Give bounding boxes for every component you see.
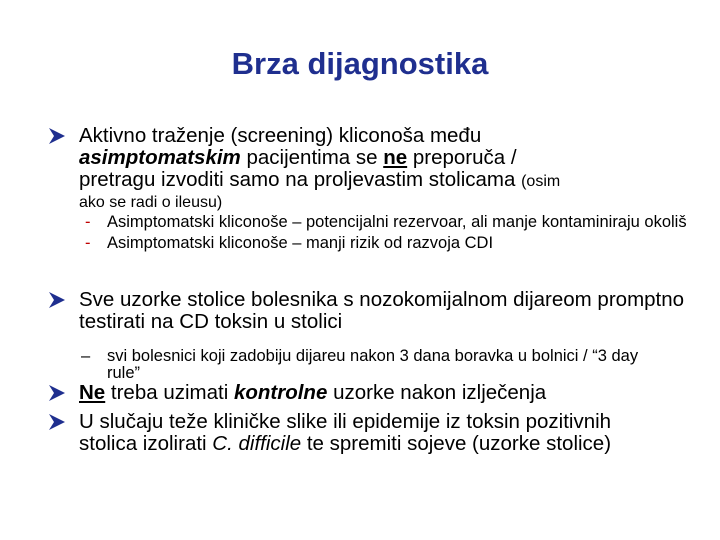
text-span: te spremiti sojeve (uzorke stolice)	[301, 432, 612, 455]
bullet-isolation	[47, 411, 647, 455]
text-span: uzorke nakon izlječenja	[327, 381, 547, 404]
text-span: pretragu izvoditi samo na proljevastim stolicama	[79, 168, 516, 191]
sub-bullet-text: svi bolesnici koji zadobiju dijareu nakon 3 dana boravka u bolnici / “3 day rule”	[107, 347, 639, 382]
arrow-bullet-icon	[47, 125, 67, 147]
bullet-text	[79, 125, 697, 252]
text-span: Aktivno traženje (screening) kliconoša među	[79, 124, 482, 147]
bullet-screening	[47, 125, 697, 252]
dash-marker: -	[85, 234, 91, 252]
emphasis-text: asimptomatskim	[79, 146, 241, 169]
small-text: ako se radi o ileusu)	[79, 194, 223, 211]
arrow-bullet-icon	[47, 411, 67, 433]
italic-text: C. difficile	[212, 432, 302, 455]
emphasis-text: kontrolne	[233, 381, 328, 404]
bullet-line	[79, 169, 697, 193]
arrow-bullet-icon	[47, 382, 67, 404]
sub-bullet	[79, 235, 697, 252]
text-span: U slučaju teže kliničke slike ili epidemije iz toksin pozitivnih stolica izolirati	[79, 410, 612, 455]
bullet-line	[79, 289, 697, 333]
sub-bullet	[79, 348, 647, 382]
underlined-text: ne	[383, 146, 408, 169]
text-span: pacijentima se	[240, 146, 384, 169]
underlined-text: Ne	[79, 381, 106, 404]
bullet-text	[79, 382, 697, 404]
sub-bullet	[79, 214, 697, 231]
dash-marker: –	[81, 347, 91, 365]
text-span: Sve uzorke stolice bolesnika s nozokomijalnom dijareom promptno testirati na CD toksin u stolici	[79, 288, 685, 333]
dash-marker: -	[85, 213, 91, 231]
bullet-text	[79, 411, 647, 455]
bullet-line	[79, 125, 697, 147]
sub-bullet-text: Asimptomatski kliconoše – potencijalni rezervoar, ali manje kontaminiraju okoliš	[107, 213, 687, 231]
sub-bullet-text: Asimptomatski kliconoše – manji rizik od razvoja CDI	[107, 234, 494, 252]
bullet-line	[79, 193, 697, 212]
arrow-bullet-icon	[47, 289, 67, 311]
bullet-control-samples	[47, 382, 697, 404]
text-span: preporuča /	[407, 146, 517, 169]
small-text: (osim	[521, 173, 561, 190]
bullet-line	[79, 147, 697, 169]
text-span: treba uzimati	[105, 381, 234, 404]
bullet-line	[79, 382, 697, 404]
bullet-testing	[47, 289, 697, 382]
bullet-text	[79, 289, 697, 382]
slide-title: Brza dijagnostika	[231, 46, 489, 81]
